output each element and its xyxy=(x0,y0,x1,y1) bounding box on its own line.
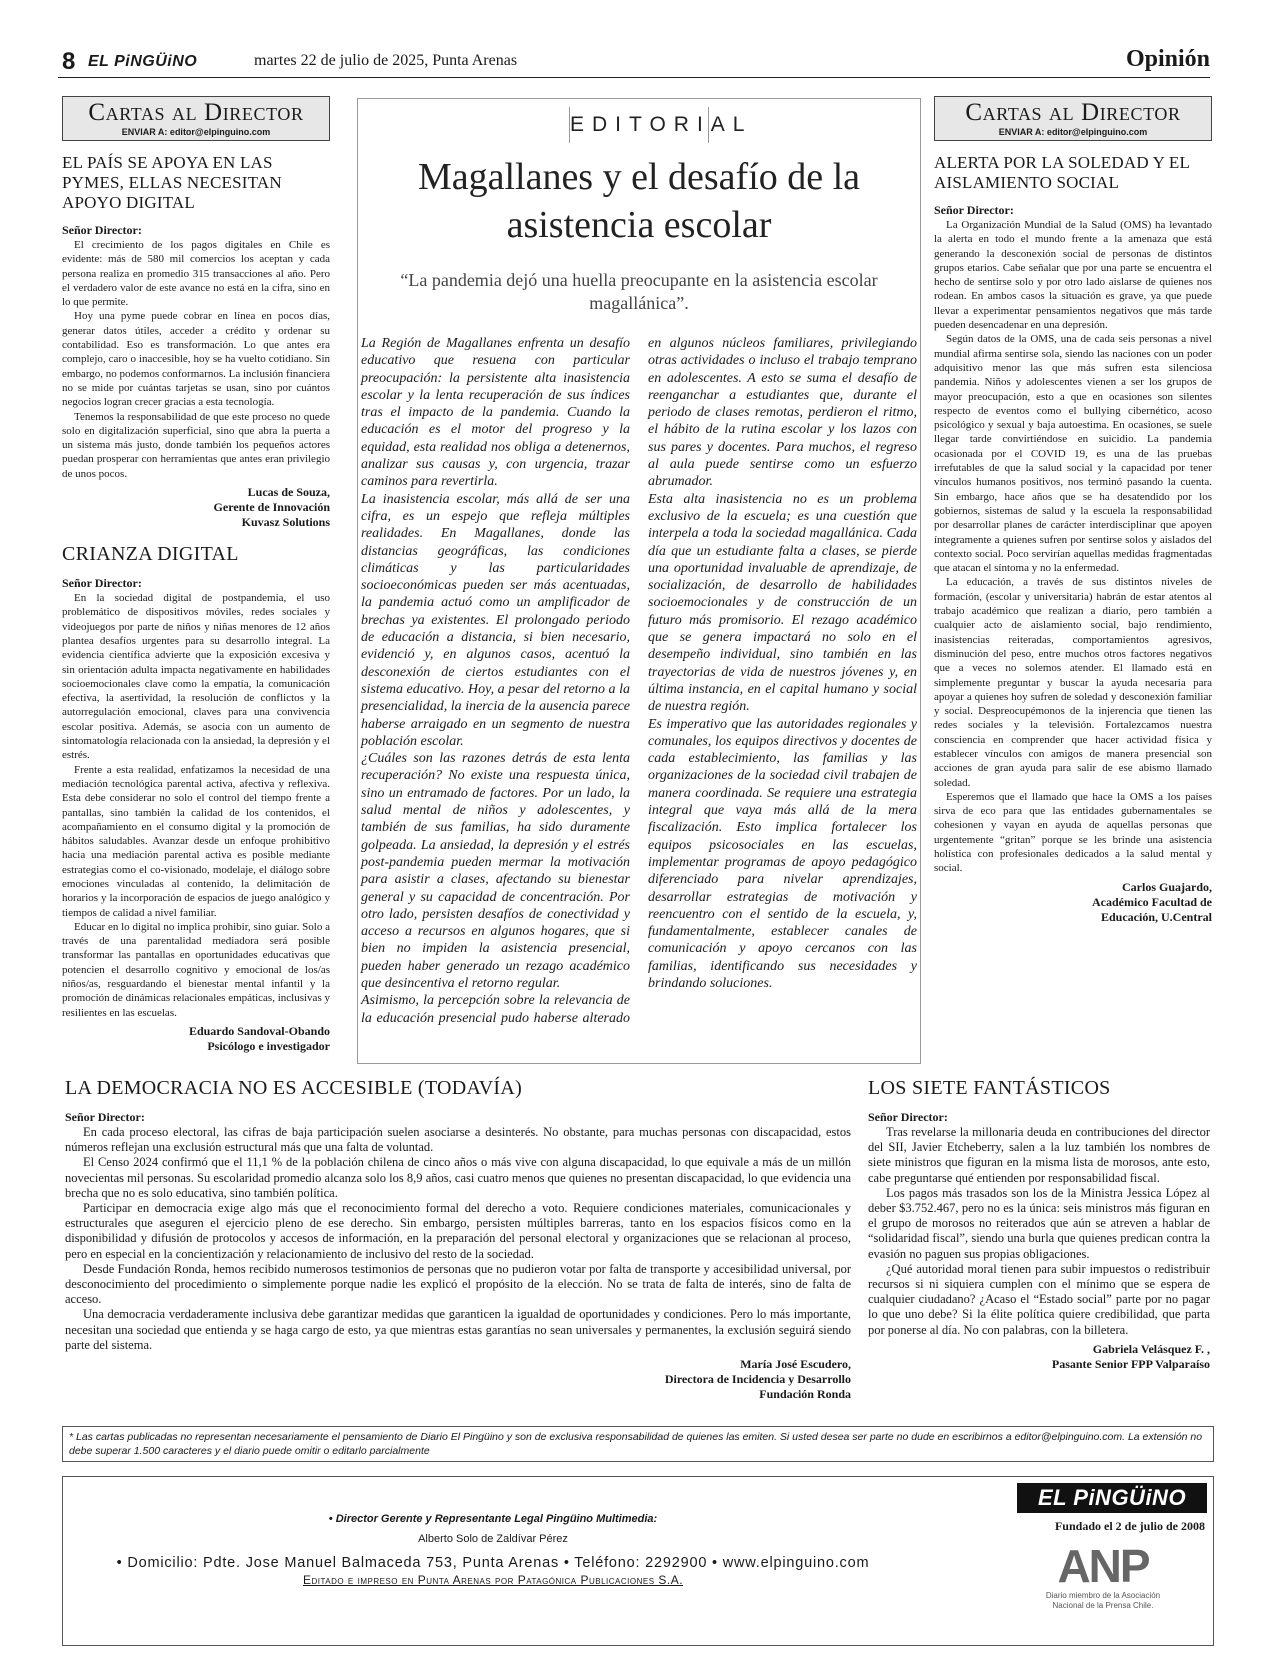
paragraph: Esperemos que el llamado que hace la OMS a los países sirva de eco para que las entidades gubernamentales se cohesionen y vayan en ayuda de aquellas personas que urgentemente “gritan” porque se les brinde una asistencia holística con profesionales dedicados a la salud mental y social. xyxy=(934,790,1212,875)
paragraph: La inasistencia escolar, más allá de ser una cifra, es un espejo que refleja múltiples realidades. En Magallanes, donde las distancias geográficas, las condiciones climáticas y las particularidades socioeconómicas pueden ser más acentuadas, la pandemia actuó como un amplificador de brechas ya existentes. El prolongado periodo de educación a distancia, si bien necesario, evidenció y, en algunos casos, acentuó la desconexión de ciertos estudiantes con el sistema educativo. Hoy, a pesar del retorno a la presencialidad, la inercia de la ausencia parece haberse arraigado en un segmento de nuestra población escolar. xyxy=(361,491,630,749)
signature-line: Educación, U.Central xyxy=(1101,909,1212,924)
signature-line: Fundación Ronda xyxy=(759,1387,851,1402)
cartas-header xyxy=(934,96,1212,141)
signature-line: Pasante Senior FPP Valparaíso xyxy=(1051,1356,1210,1371)
bottom-right-letter xyxy=(868,1076,1210,1372)
editorial-body xyxy=(361,335,917,1055)
paragraph: Esta alta inasistencia no es un problema exclusivo de la escuela; es una cuestión que interpela a toda la sociedad magallánica. Cada día que un estudiante falta a clases, se pierde una oportunidad invaluable de aprendizaje, de socialización, de desarrollo de habilidades socioemocionales y de construcción de un futuro más promisorio. El rezago académico que se genera impactará no solo en el desempeño individual, sino también en las trayectorias de vida de nuestros jóvenes y, en última instancia, en el capital humano y social de nuestra región. xyxy=(648,491,917,715)
paragraph: Hoy una pyme puede cobrar en línea en pocos días, generar datos útiles, acceder a crédito y ordenar su contabilidad. Eso es transformación. Lo que antes era complejo, caro o inaccesible, hoy se ha vuelto cotidiano. Sin embargo, no podemos conformarnos. La inclusión financiera no se mide por cuántas tarjetas se usan, sino por cuántos negocios logran crecer gracias a esta tecnología. xyxy=(62,310,330,409)
paragraph: La educación, a través de sus distintos niveles de formación, (escolar y universitaria) habrán de estar atentos al trabajo académico que realizan a diario, pero también a cualquier acto de aislamiento social, bajo rendimiento, inasistencias reiteradas, comportamientos agresivos, disminución del peso, entre muchos otros factores negativos que a veces no solemos atender. El llamado está en simplemente preguntar y buscar la ayuda necesaria para apoyar a quienes hoy sufren de soledad y desconexión familiar y social. Despreocupémonos de la injerencia que tienen las redes sociales y la televisión. Fortalezcamos nuestra consciencia en comprender que hacer actividad física y establecer vínculos con amigos de manera presencial son acciones de gran ayuda para salir de ese abismo llamado soledad. xyxy=(934,576,1212,789)
paragraph: Una democracia verdaderamente inclusiva debe garantizar medidas que garanticen la igualdad de oportunidades y condiciones. Pero lo más importante, necesitan una sociedad que entienda y se haga cargo de esto, ya que mientras estas garantías no sean universales y permanentes, la exclusión seguirá siendo parte del sistema. xyxy=(65,1307,851,1352)
letter-signature xyxy=(62,1024,330,1054)
letter-signature xyxy=(62,485,330,530)
paragraph: Asimismo, la percepción sobre la relevancia de la educación presencial pudo haberse alterado en algunos núcleos familiares, privilegiando otras actividades o incluso el trabajo temprano en adolescentes. A esto se suma el desafío de reenganchar a estudiantes que, durante el periodo de clases remotas, perdieron el ritmo, el hábito de la rutina escolar y los lazos con sus pares y docentes. Para muchos, el regreso al aula puede sentirse como un esfuerzo abrumador. xyxy=(361,336,917,1026)
paragraph: El Censo 2024 confirmó que el 11,1 % de la población chilena de cinco años o más vive con alguna discapacidad, lo que equivale a más de un millón novecientas mil personas. Su escolaridad promedio alcanza solo los 8,9 años, casi cuatro menos que quienes no presentan discapacidad, lo que evidencia una brecha que no es solo educativa, sino también política. xyxy=(65,1155,851,1200)
paragraph: El crecimiento de los pagos digitales en Chile es evidente: más de 580 mil comercios los aceptan y cada persona realiza en promedio 315 transacciones al año. Pero el verdadero valor de este avance no está en la cifra, sino en lo que permite. xyxy=(62,239,330,309)
signature-line: Gabriela Velásquez F. , xyxy=(1092,1341,1210,1356)
page-header xyxy=(58,48,1210,78)
anp-mark: ANP xyxy=(1057,1540,1149,1592)
paragraph: La Organización Mundial de la Salud (OMS) ha levantado la alerta en todo el mundo frente a la amenaza que está generando la desconexión social de personas de distintos grupos etarios. Cabe señalar que por una parte se encuentra el hecho de sentirse solo y por otro lado aislarse de quienes nos rodean. En ambos casos la situación es grave, ya que puede llevar a experimentar pensamientos negativos que más tarde pueden desencadenar en una depresión. xyxy=(934,219,1212,332)
letter-salutation: Señor Director: xyxy=(62,576,142,591)
cartas-title: Cartas al Director xyxy=(965,99,1181,126)
paragraph: Educar en lo digital no implica prohibir, sino guiar. Solo a través de una parentalidad mediadora será posible transformar las pantallas en oportunidades educativas que potencien el desarrollo cognitivo y emocional de los/as niños/as, resguardando el bienestar mental infantil y la promoción de dinámicas relacionales empáticas, inclusivas y resilientes en las escuelas. xyxy=(62,920,330,1019)
paragraph: Participar en democracia exige algo más que el reconocimiento formal del derecho a voto. Requiere condiciones materiales, comunicacionales y estructurales que aseguren el ejercicio pleno de ese derecho. Sin embargo, persisten múltiples barreras, tanto en los espacios físicos como en la disponibilidad y difusión de protocolos y accesos de información, en la preparación del personal electoral y organizaciones que se relacionan al proceso, pero en especial en la concientización y relacionamiento de inclusivo del resto de la sociedad. xyxy=(65,1201,851,1261)
cartas-email: ENVIAR A: editor@elpinguino.com xyxy=(998,127,1148,137)
letter-headline: LOS SIETE FANTÁSTICOS xyxy=(868,1077,1111,1099)
letter-salutation: Señor Director: xyxy=(65,1110,145,1124)
paragraph: En cada proceso electoral, las cifras de baja participación suelen asociarse a desinterés. No obstante, para muchas personas con discapacidad, estos números reflejan una exclusión estructural más que una falta de voluntad. xyxy=(65,1125,851,1155)
masthead-logo: EL PiNGÜiNO xyxy=(88,53,198,70)
letter-headline: ALERTA POR LA SOLEDAD Y EL AISLAMIENTO SOCIAL xyxy=(934,153,1190,192)
signature-line: Lucas de Souza, xyxy=(247,485,330,500)
signature-line: Kuvasz Solutions xyxy=(241,515,330,530)
footer-logo: EL PiNGÜiNO xyxy=(1017,1483,1207,1513)
letter-body xyxy=(868,1125,1210,1338)
signature-line: Psicólogo e investigador xyxy=(207,1038,330,1053)
paragraph: ¿Cuáles son las razones detrás de esta lenta recuperación? No existe una respuesta única, sino un entramado de factores. Por un lado, la salud mental de niños y adolescentes, y también de sus familias, ha sido duramente golpeada. La ansiedad, la depresión y el estrés post-pandemia pueden mermar la motivación para asistir a clases, afectando su bienestar general y su capacidad de concentración. Por otro lado, persisten desafíos de conectividad y acceso a recursos en algunos hogares, que si bien no impiden la asistencia presencial, pueden haber generado un rezago académico que desincentiva el retorno regular. xyxy=(361,751,630,991)
letter-body xyxy=(65,1125,851,1353)
signature-line: María José Escudero, xyxy=(740,1357,851,1372)
letter-body xyxy=(62,238,330,481)
anp-caption: Diario miembro de la Asociación Nacional de la Prensa Chile. xyxy=(1045,1591,1161,1610)
cartas-title: Cartas al Director xyxy=(88,99,304,126)
paragraph: Frente a esta realidad, enfatizamos la necesidad de una mediación tecnológica parental activa, afectiva y reflexiva. Esta debe considerar no solo el control del tiempo frente a pantallas, sino también la calidad de los contenidos, el acompañamiento en el consumo digital y la promoción de hábitos saludables. Avanzar desde un enfoque prohibitivo hacia una mediación parental activa es posible mediante estrategias como el co-visionado, modelaje, el diálogo sobre emociones vinculadas al contenido, la delimitación de horarios y la incorporación de espacios de juego analógico y tiempos de calidad a nivel familiar. xyxy=(62,763,330,919)
paragraph: La Región de Magallanes enfrenta un desafío educativo que resuena con particular preocupación: la persistente alta inasistencia escolar y la lenta recuperación de sus índices tras el impacto de la pandemia. Cuando la educación es el motor del progreso y la equidad, esta realidad nos obliga a detenernos, analizar sus causas y, con urgencia, trazar caminos para revertirla. xyxy=(361,336,630,490)
letter-body xyxy=(62,591,330,1020)
letter-salutation: Señor Director: xyxy=(934,203,1014,217)
editorial-subtitle: “La pandemia dejó una huella preocupante en la asistencia escolar magallánica”. xyxy=(400,270,878,313)
bottom-left-letter xyxy=(65,1076,851,1402)
edited-line: Editado e impreso en Punta Arenas por Patagónica Publicaciones S.A. xyxy=(302,1573,684,1587)
paragraph: Según datos de la OMS, una de cada seis personas a nivel mundial afirma sentirse sola, siendo las naciones con un poder adquisitivo menor las que más sufren esta silenciosa pandemia. Niños y adolescentes vienen a ser los grupos de mayor preocupación, esto a que en ocasiones son silentes respecto de eventos como el bullying cibernético, acoso psicológico y sexual y baja autoestima. En ocasiones, se suele llegar tarde convirtiéndose en suicidio. La pandemia ocasionada por el COVID 19, es una de las pruebas irrefutables de que la salud social y la capacidad por tener vínculos humanos positivos, nos terminó pasando la cuenta. Sin embargo, hace años que se ha desatendido por los gobiernos, sistemas de salud y la escuela la responsabilidad por desarrollar planes de carácter interdisciplinar que apoyen íntegramente a quienes sufren por sentirse solos y aislados del contexto social. Poco servirían aquellas medidas fragmentadas que atacan el síntoma y no la enfermedad. xyxy=(934,333,1212,575)
paragraph: En la sociedad digital de postpandemia, el uso problemático de dispositivos móviles, redes sociales y videojuegos por parte de niños y niñas menores de 12 años plantea desafíos urgentes para su desarrollo integral. La evidencia científica advierte que la exposición excesiva y sin orientación adulta impacta negativamente en habilidades socioemocionales clave como la empatía, la comunicación efectiva, la asertividad, la resolución de conflictos y la autorregulación emocional, claves para una convivencia escolar positiva. Además, se asocia con un aumento de sintomatología relacionada con la ansiedad, la depresión y el estrés. xyxy=(62,592,330,762)
editorial-label: EDITORIAL xyxy=(569,107,709,143)
editorial-title: Magallanes y el desafío de la asistencia escolar xyxy=(417,156,861,246)
cartas-header xyxy=(62,96,330,141)
signature-line: Directora de Incidencia y Desarrollo xyxy=(664,1372,851,1387)
dateline: martes 22 de julio de 2025, Punta Arenas xyxy=(254,52,518,69)
footer-credits xyxy=(63,1513,923,1587)
letter-salutation: Señor Director: xyxy=(62,223,142,237)
paragraph: Tenemos la responsabilidad de que este proceso no quede solo en digitalización superficial, sino que abra la puerta a un sistema más justo, donde también los pequeños actores puedan prosperar con herramientas que antes eran privilegio de unos pocos. xyxy=(62,410,330,480)
paragraph: Es imperativo que las autoridades regionales y comunales, los equipos directivos y docentes de cada establecimiento, las familias y las organizaciones de la sociedad civil trabajen de manera coordinada. Se requiere una estrategia integral que vaya más allá de la mera fiscalización. Esto implica fortalecer los equipos psicosociales en las escuelas, implementar programas de apoyo pedagógico diferenciado para nivelar aprendizajes, desarrollar estrategias de motivación y reencuentro con el sentido de la escuela, y, fundamentalmente, establecer canales de comunicación y apoyo cercanos con las familias, identificando sus necesidades y brindando soluciones. xyxy=(648,716,917,991)
section-title: Opinión xyxy=(1125,46,1210,72)
letter-salutation: Señor Director: xyxy=(868,1110,948,1124)
right-column xyxy=(934,96,1212,925)
letter-headline: LA DEMOCRACIA NO ES ACCESIBLE (TODAVÍA) xyxy=(65,1077,523,1099)
anp-logo xyxy=(1033,1541,1173,1611)
editorial-box xyxy=(357,98,921,1064)
disclaimer: * Las cartas publicadas no representan necesariamente el pensamiento de Diario El Pingüino y son de exclusiva responsabilidad de quienes las emiten. Si usted desea ser parte no dude en escribirnos a editor@elpinguino.com. La extensión no debe superar 1.500 caracteres y el diario puede omitir o editarlo parcialmente xyxy=(62,1426,1214,1462)
signature-line: Académico Facultad de xyxy=(1092,894,1212,909)
paragraph: Tras revelarse la millonaria deuda en contribuciones del director del SII, Javier Etcheberry, salen a la luz también los nombres de siete ministros que figuran en la misma lista de morosos, ante esto, cabe preguntarse qué entienden por responsabilidad fiscal. xyxy=(868,1125,1210,1185)
letter-headline: EL PAÍS SE APOYA EN LAS PYMES, ELLAS NECESITAN APOYO DIGITAL xyxy=(62,153,282,212)
left-column xyxy=(62,96,330,1054)
signature-line: Carlos Guajardo, xyxy=(1122,879,1212,894)
director-name: Alberto Solo de Zaldívar Pérez xyxy=(418,1533,568,1545)
paragraph: Desde Fundación Ronda, hemos recibido numerosos testimonios de personas que no pudieron votar por falta de transporte y accesibilidad universal, por desconocimiento del procedimiento o simplemente porque nadie les explicó el propósito de la elección. No se trata de falta de interés, sino de falta de acceso. xyxy=(65,1261,851,1307)
director-role: • Director Gerente y Representante Legal Pingüino Multimedia: xyxy=(328,1513,658,1525)
letter-headline: CRIANZA DIGITAL xyxy=(62,543,239,566)
letter-signature xyxy=(868,1342,1210,1372)
letter-body xyxy=(934,218,1212,876)
address-line: • Domicilio: Pdte. Jose Manuel Balmaceda 753, Punta Arenas • Teléfono: 2292900 • www.elpinguino.com xyxy=(116,1555,870,1571)
page-number: 8 xyxy=(62,48,76,75)
cartas-email: ENVIAR A: editor@elpinguino.com xyxy=(121,127,271,137)
signature-line: Eduardo Sandoval-Obando xyxy=(188,1023,330,1038)
letter-signature xyxy=(65,1357,851,1402)
paragraph: Los pagos más trasados son los de la Ministra Jessica López al deber $3.752.467, pero no es la única: seis ministros más figuran en el grupo de morosos no reiterados que aún se atreven a hablar de “solidaridad fiscal”, siendo una burla que quienes predican contra la evasión no paguen sus propias obligaciones. xyxy=(868,1185,1210,1261)
letter-signature xyxy=(934,880,1212,925)
founded-date: Fundado el 2 de julio de 2008 xyxy=(1054,1519,1205,1533)
masthead-footer xyxy=(62,1476,1214,1646)
paragraph: ¿Qué autoridad moral tienen para subir impuestos o redistribuir recursos si ni siquiera cumplen con el mínimo que se espera de cualquier ciudadano? ¿Acaso el “Estado social” parte por no pagar lo que uno debe? Si la élite política quiere credibilidad, que parta por ponerse al día. No con palabras, con la billetera. xyxy=(868,1261,1210,1337)
signature-line: Gerente de Innovación xyxy=(213,500,330,515)
